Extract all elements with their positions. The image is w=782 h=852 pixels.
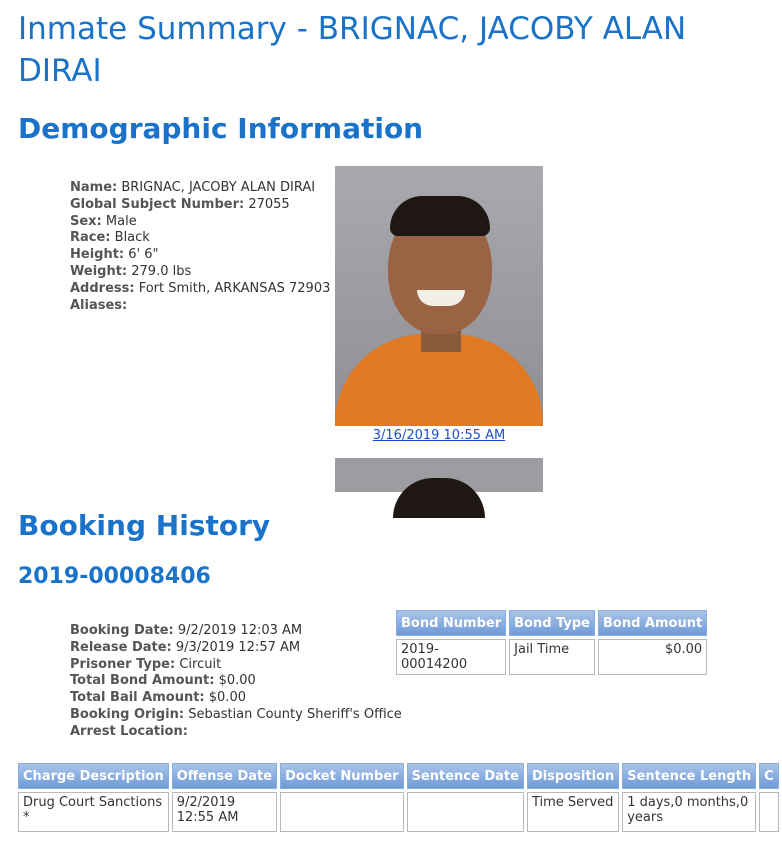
disposition-cell: Time Served [527, 792, 619, 832]
field-prisoner-type: Prisoner Type: Circuit [70, 656, 222, 672]
sentence-length-header: Sentence Length [622, 763, 756, 789]
bond-table [393, 607, 710, 678]
field-total-bail-amount: Total Bail Amount: $0.00 [70, 690, 246, 706]
sentence-length-cell: 1 days,0 months,0 years [622, 792, 756, 832]
charge-description-cell: Drug Court Sanctions * [18, 792, 169, 832]
bond-amount-header: Bond Amount [598, 610, 707, 636]
field-aliases: Aliases: [70, 297, 128, 313]
booking-number: 2019-00008406 [18, 564, 211, 589]
field-address: Address: Fort Smith, ARKANSAS 72903 [70, 280, 331, 296]
charges-table [15, 760, 782, 835]
sentence-date-header: Sentence Date [407, 763, 524, 789]
mugshot-photo[interactable] [335, 166, 543, 426]
table-row [396, 639, 707, 675]
field-total-bond-amount: Total Bond Amount: $0.00 [70, 673, 256, 689]
table-row [18, 792, 779, 832]
photo-date-link[interactable]: 3/16/2019 10:55 AM [372, 428, 506, 443]
charges-table-header [18, 763, 779, 789]
field-arrest-location: Arrest Location: [70, 723, 188, 739]
page-title: Inmate Summary - BRIGNAC, JACOBY ALAN DIRAI [18, 11, 687, 89]
mugshot-photo-2[interactable] [335, 458, 543, 492]
booking-info [70, 623, 402, 741]
bond-type-cell: Jail Time [509, 639, 595, 675]
bond-amount-cell: $0.00 [598, 639, 707, 675]
demographic-heading: Demographic Information [18, 112, 424, 145]
offense-date-header: Offense Date [172, 763, 277, 789]
disposition-header: Disposition [527, 763, 619, 789]
bond-type-header: Bond Type [509, 610, 595, 636]
field-race: Race: Black [70, 230, 150, 246]
bond-number-header: Bond Number [396, 610, 506, 636]
field-sex: Sex: Male [70, 213, 137, 229]
field-global-subject-number: Global Subject Number: 27055 [70, 196, 290, 212]
truncated-cell [759, 792, 779, 832]
truncated-header: C [759, 763, 779, 789]
bond-number-cell: 2019-00014200 [396, 639, 506, 675]
field-height: Height: 6' 6" [70, 247, 159, 263]
docket-number-cell [280, 792, 404, 832]
sentence-date-cell [407, 792, 524, 832]
charge-description-header: Charge Description [18, 763, 169, 789]
demographic-info [70, 180, 330, 314]
field-booking-origin: Booking Origin: Sebastian County Sheriff's Office [70, 706, 402, 722]
field-booking-date: Booking Date: 9/2/2019 12:03 AM [70, 623, 303, 638]
bond-table-header [396, 610, 707, 636]
field-weight: Weight: 279.0 lbs [70, 263, 192, 279]
field-release-date: Release Date: 9/3/2019 12:57 AM [70, 639, 301, 655]
docket-number-header: Docket Number [280, 763, 404, 789]
field-name: Name: BRIGNAC, JACOBY ALAN DIRAI [70, 180, 316, 195]
offense-date-cell: 9/2/2019 12:55 AM [172, 792, 277, 832]
mugshot-container [335, 166, 543, 443]
booking-history-heading: Booking History [18, 509, 271, 542]
